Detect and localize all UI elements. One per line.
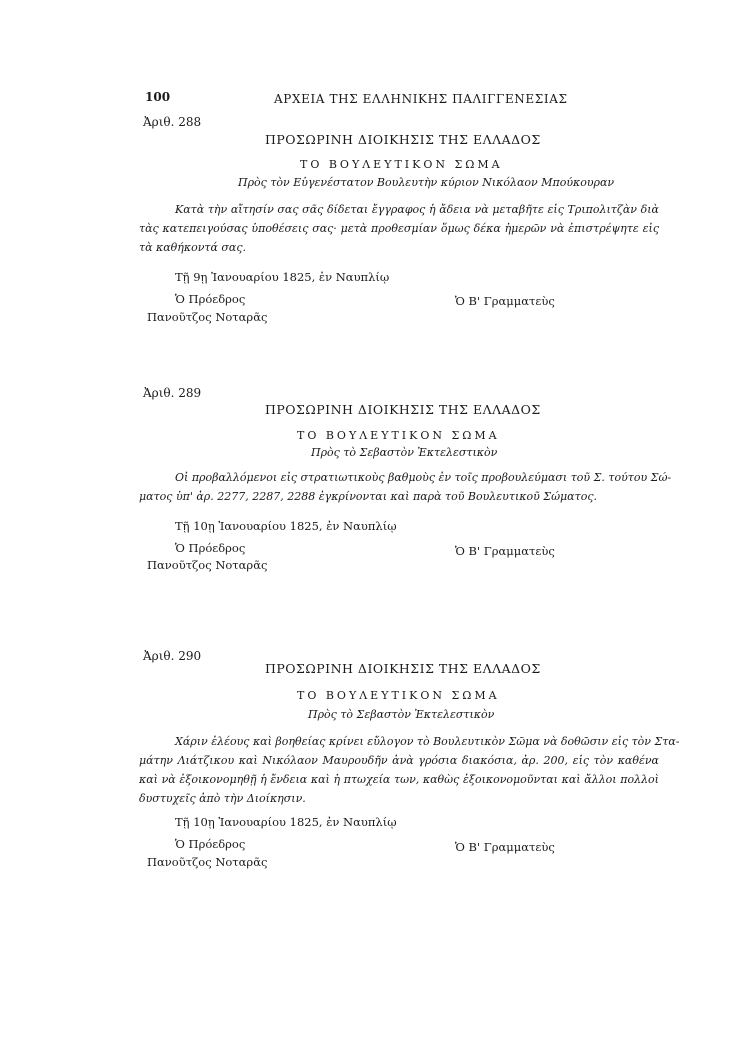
document-heading: ΠΡΟΣΩΡΙΝΗ ΔΙΟΙΚΗΣΙΣ ΤΗΣ ΕΛΛΑΔΟΣ (265, 132, 541, 147)
president-title: Ὁ Πρόεδρος (175, 292, 246, 306)
addressee: Πρὸς τὸν Εὐγενέστατον Βουλευτὴν κύριον Νικόλαον Μπούκουραν (238, 176, 615, 189)
running-head: ΑΡΧΕΙΑ ΤΗΣ ΕΛΛΗΝΙΚΗΣ ΠΑΛΙΓΓΕΝΕΣΙΑΣ (274, 92, 568, 106)
secretary-title: Ὁ Β' Γραμματεὺς (455, 840, 555, 854)
president-title: Ὁ Πρόεδρος (175, 837, 246, 851)
document-number: Ἀριθ. 288 (143, 115, 202, 129)
document-date: Τῇ 10ῃ Ἰανουαρίου 1825, ἐν Ναυπλίῳ (175, 815, 397, 829)
document-number: Ἀριθ. 289 (143, 386, 202, 400)
document-heading: ΠΡΟΣΩΡΙΝΗ ΔΙΟΙΚΗΣΙΣ ΤΗΣ ΕΛΛΑΔΟΣ (265, 661, 541, 676)
document-body (139, 732, 680, 808)
body-line: Κατὰ τὴν αἴτησίν σας σᾶς δίδεται ἔγγραφος ἡ ἄδεια νὰ μεταβῆτε εἰς Τριπολιτζὰν διὰ (175, 203, 659, 216)
president-name: Πανοῦτζος Νοταρᾶς (147, 310, 268, 324)
body-line: ματος ὑπ' ἀρ. 2277, 2287, 2288 ἐγκρίνονται καὶ παρὰ τοῦ Βουλευτικοῦ Σώματος. (139, 490, 597, 503)
body-line: Χάριν ἐλέους καὶ βοηθείας κρίνει εὔλογον τὸ Βουλευτικὸν Σῶμα νὰ δοθῶσιν εἰς τὸν Στα- (175, 735, 680, 748)
secretary-title: Ὁ Β' Γραμματεὺς (455, 544, 555, 558)
addressee: Πρὸς τὸ Σεβαστὸν Ἐκτελεστικὸν (311, 446, 498, 459)
document-date: Τῇ 9ῃ Ἰανουαρίου 1825, ἐν Ναυπλίῳ (175, 270, 390, 284)
document-number: Ἀριθ. 290 (143, 649, 202, 663)
president-name: Πανοῦτζος Νοταρᾶς (147, 855, 268, 869)
president-name: Πανοῦτζος Νοταρᾶς (147, 558, 268, 572)
document-body (139, 468, 672, 506)
issuing-body: ΤΟ ΒΟΥΛΕΥΤΙΚΟΝ ΣΩΜΑ (297, 429, 500, 442)
body-line: μάτην Λιάτζικου καὶ Νικόλαον Μαυρουδῆν ἀνὰ γρόσια διακόσια, ἀρ. 200, εἰς τὸν καθένα (139, 754, 659, 767)
document-body (139, 200, 659, 257)
document-heading: ΠΡΟΣΩΡΙΝΗ ΔΙΟΙΚΗΣΙΣ ΤΗΣ ΕΛΛΑΔΟΣ (265, 402, 541, 417)
issuing-body: ΤΟ ΒΟΥΛΕΥΤΙΚΟΝ ΣΩΜΑ (297, 689, 500, 702)
body-line: Οἱ προβαλλόμενοι εἰς στρατιωτικοὺς βαθμοὺς ἐν τοῖς προβουλεύμασι τοῦ Σ. τούτου Σώ- (175, 471, 672, 484)
secretary-title: Ὁ Β' Γραμματεὺς (455, 294, 555, 308)
body-line: τὰ καθήκοντά σας. (139, 241, 246, 254)
document-date: Τῇ 10ῃ Ἰανουαρίου 1825, ἐν Ναυπλίῳ (175, 519, 397, 533)
addressee: Πρὸς τὸ Σεβαστὸν Ἐκτελεστικὸν (308, 708, 495, 721)
body-line: τὰς κατεπειγούσας ὑποθέσεις σας· μετὰ προθεσμίαν ὅμως δέκα ἡμερῶν νὰ ἐπιστρέψητε εἰς (139, 222, 659, 235)
page-number: 100 (145, 90, 171, 104)
body-line: καὶ νὰ ἐξοικονομηθῇ ἡ ἔνδεια καὶ ἡ πτωχεία των, καθὼς ἐξοικονομοῦνται καὶ ἄλλοι πολλοὶ (139, 773, 659, 786)
president-title: Ὁ Πρόεδρος (175, 541, 246, 555)
issuing-body: ΤΟ ΒΟΥΛΕΥΤΙΚΟΝ ΣΩΜΑ (300, 158, 503, 171)
body-line: δυστυχεῖς ἀπὸ τὴν Διοίκησιν. (139, 792, 306, 805)
